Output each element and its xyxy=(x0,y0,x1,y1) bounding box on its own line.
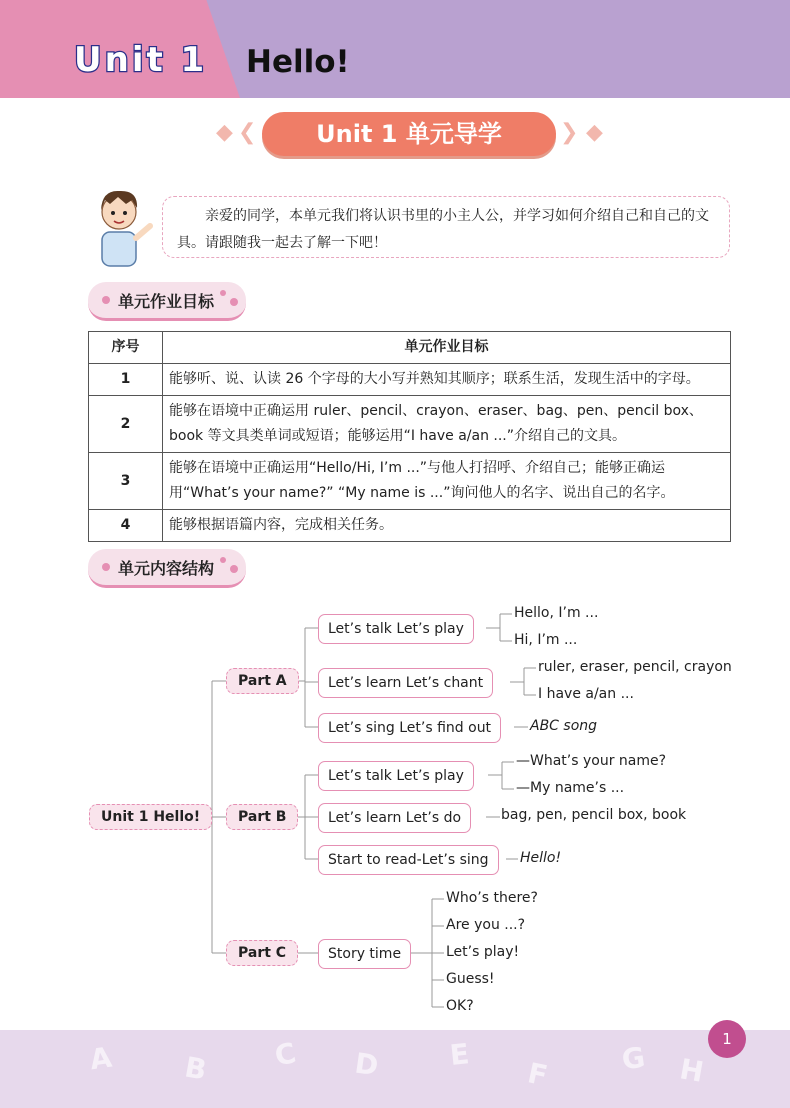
lesson-item: ABC song xyxy=(530,718,598,734)
footer-letter: E xyxy=(448,1037,471,1072)
footer-letter: A xyxy=(87,1040,114,1077)
part-a-node: Part A xyxy=(226,668,299,694)
lesson-item: bag, pen, pencil box, book xyxy=(501,807,687,823)
row-number: 1 xyxy=(89,364,163,396)
lesson-item: Hello, I’m ... xyxy=(514,605,599,621)
footer-letter: H xyxy=(677,1052,707,1089)
unit-title: Hello! xyxy=(246,44,350,80)
lesson-item: Guess! xyxy=(446,971,495,987)
row-number: 4 xyxy=(89,510,163,542)
page-footer xyxy=(0,1030,790,1108)
diamond-left-icon: ◆ xyxy=(216,120,233,145)
row-number: 3 xyxy=(89,453,163,510)
part-b-node: Part B xyxy=(226,804,298,830)
page-number: 1 xyxy=(708,1020,746,1058)
lesson-item: OK? xyxy=(446,998,474,1014)
structure-root: Unit 1 Hello! xyxy=(89,804,212,830)
column-header: 单元作业目标 xyxy=(163,332,731,364)
chevron-right-icon: ❯ xyxy=(560,120,579,145)
row-goal: 能够听、说、认读 26 个字母的大小写并熟知其顺序；联系生活，发现生活中的字母。 xyxy=(163,364,731,396)
lesson-item: Are you ...? xyxy=(446,917,526,933)
chevron-left-icon: ❮ xyxy=(238,120,257,145)
lesson-item: ruler, eraser, pencil, crayon xyxy=(538,659,732,675)
lesson-node: Start to read-Let’s sing xyxy=(318,845,499,875)
lesson-node: Let’s talk Let’s play xyxy=(318,761,474,791)
lesson-node: Let’s sing Let’s find out xyxy=(318,713,501,743)
lesson-node: Let’s learn Let’s chant xyxy=(318,668,493,698)
lesson-item: Let’s play! xyxy=(446,944,520,960)
footer-letter: F xyxy=(524,1056,551,1093)
row-goal: 能够在语境中正确运用 ruler、pencil、crayon、eraser、bag、pen、pencil box、book 等文具类单词或短语；能够运用“I have a/an ...”介绍自己的文具。 xyxy=(163,396,731,453)
unit-label: Unit 1 xyxy=(74,40,208,80)
lesson-item: —What’s your name? xyxy=(516,753,667,769)
diamond-right-icon: ◆ xyxy=(586,120,603,145)
lesson-item: Who’s there? xyxy=(446,890,538,906)
row-goal: 能够根据语篇内容，完成相关任务。 xyxy=(163,510,731,542)
part-c-node: Part C xyxy=(226,940,298,966)
row-goal: 能够在语境中正确运用“Hello/Hi, I’m ...”与他人打招呼、介绍自己；能够正确运用“What’s your name?” “My name is ...”询问他人的名字、说出自己的名字。 xyxy=(163,453,731,510)
lesson-node: Let’s learn Let’s do xyxy=(318,803,471,833)
row-number: 2 xyxy=(89,396,163,453)
lesson-item: Hi, I’m ... xyxy=(514,632,578,648)
footer-letter: D xyxy=(352,1046,381,1083)
column-header: 序号 xyxy=(89,332,163,364)
footer-letter: G xyxy=(619,1040,648,1077)
goals-section-title: 单元作业目标 xyxy=(118,292,215,311)
lesson-item: Hello! xyxy=(520,850,562,866)
structure-section-title: 单元内容结构 xyxy=(118,559,215,578)
lesson-node: Let’s talk Let’s play xyxy=(318,614,474,644)
lesson-node: Story time xyxy=(318,939,411,969)
lesson-item: —My name’s ... xyxy=(516,780,625,796)
lesson-item: I have a/an ... xyxy=(538,686,634,702)
intro-speech-bubble: 亲爱的同学，本单元我们将认识书里的小主人公，并学习如何介绍自己和自己的文具。请跟随我一起去了解一下吧！ xyxy=(162,196,730,258)
footer-letter: B xyxy=(182,1050,210,1087)
section-banner: Unit 1 单元导学 xyxy=(262,112,556,156)
footer-letter: C xyxy=(271,1036,299,1073)
